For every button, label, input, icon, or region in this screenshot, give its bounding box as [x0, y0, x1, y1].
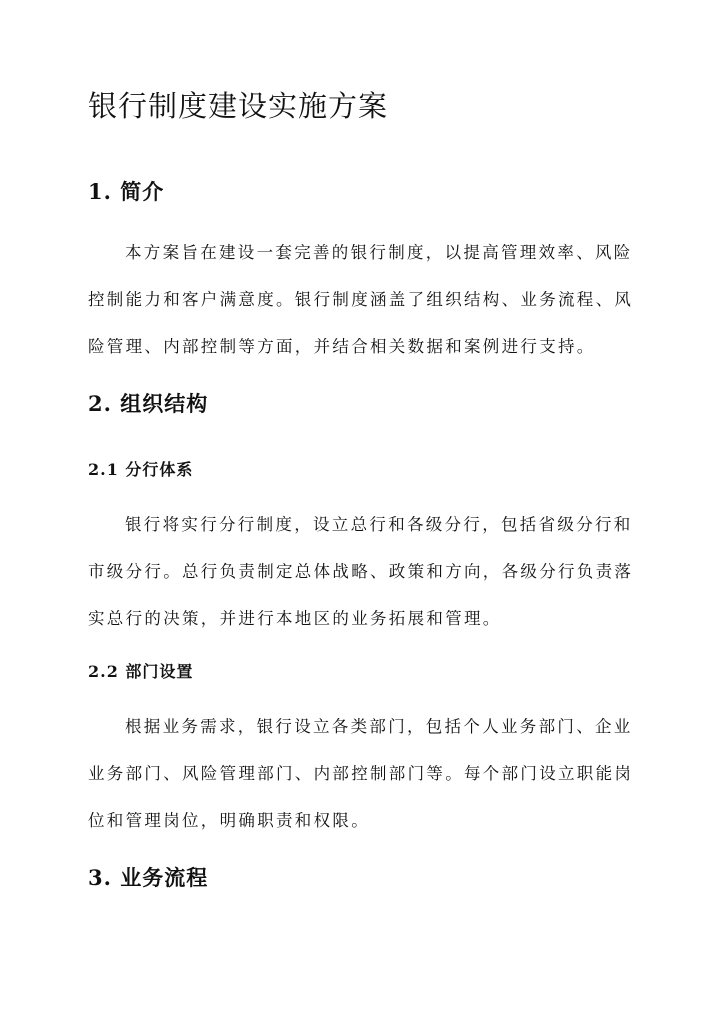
paragraph-line: 位和管理岗位，明确职责和权限。 [88, 811, 370, 830]
document-title: 银行制度建设实施方案 [88, 89, 389, 123]
section-heading-organization: 2. 组织结构 [88, 391, 209, 416]
paragraph-branch-system [88, 510, 633, 651]
subsection-heading-departments: 2.2 部门设置 [88, 662, 194, 681]
paragraph-intro [88, 238, 633, 379]
paragraph-line: 根据业务需求，银行设立各类部门，包括个人业务部门、企业 [125, 717, 633, 736]
paragraph-line: 实总行的决策，并进行本地区的业务拓展和管理。 [88, 609, 502, 628]
paragraph-line: 市级分行。总行负责制定总体战略、政策和方向，各级分行负责落 [88, 562, 634, 581]
section-heading-business-process: 3. 业务流程 [88, 865, 209, 890]
paragraph-line: 本方案旨在建设一套完善的银行制度，以提高管理效率、风险 [125, 243, 633, 262]
paragraph-line: 业务部门、风险管理部门、内部控制部门等。每个部门设立职能岗 [88, 764, 634, 783]
section-heading-intro: 1. 简介 [88, 179, 165, 204]
paragraph-departments [88, 712, 633, 853]
paragraph-line: 银行将实行分行制度，设立总行和各级分行，包括省级分行和 [125, 515, 633, 534]
paragraph-line: 控制能力和客户满意度。银行制度涵盖了组织结构、业务流程、风 [88, 290, 634, 309]
subsection-heading-branch-system: 2.1 分行体系 [88, 460, 194, 479]
paragraph-line: 险管理、内部控制等方面，并结合相关数据和案例进行支持。 [88, 337, 596, 356]
